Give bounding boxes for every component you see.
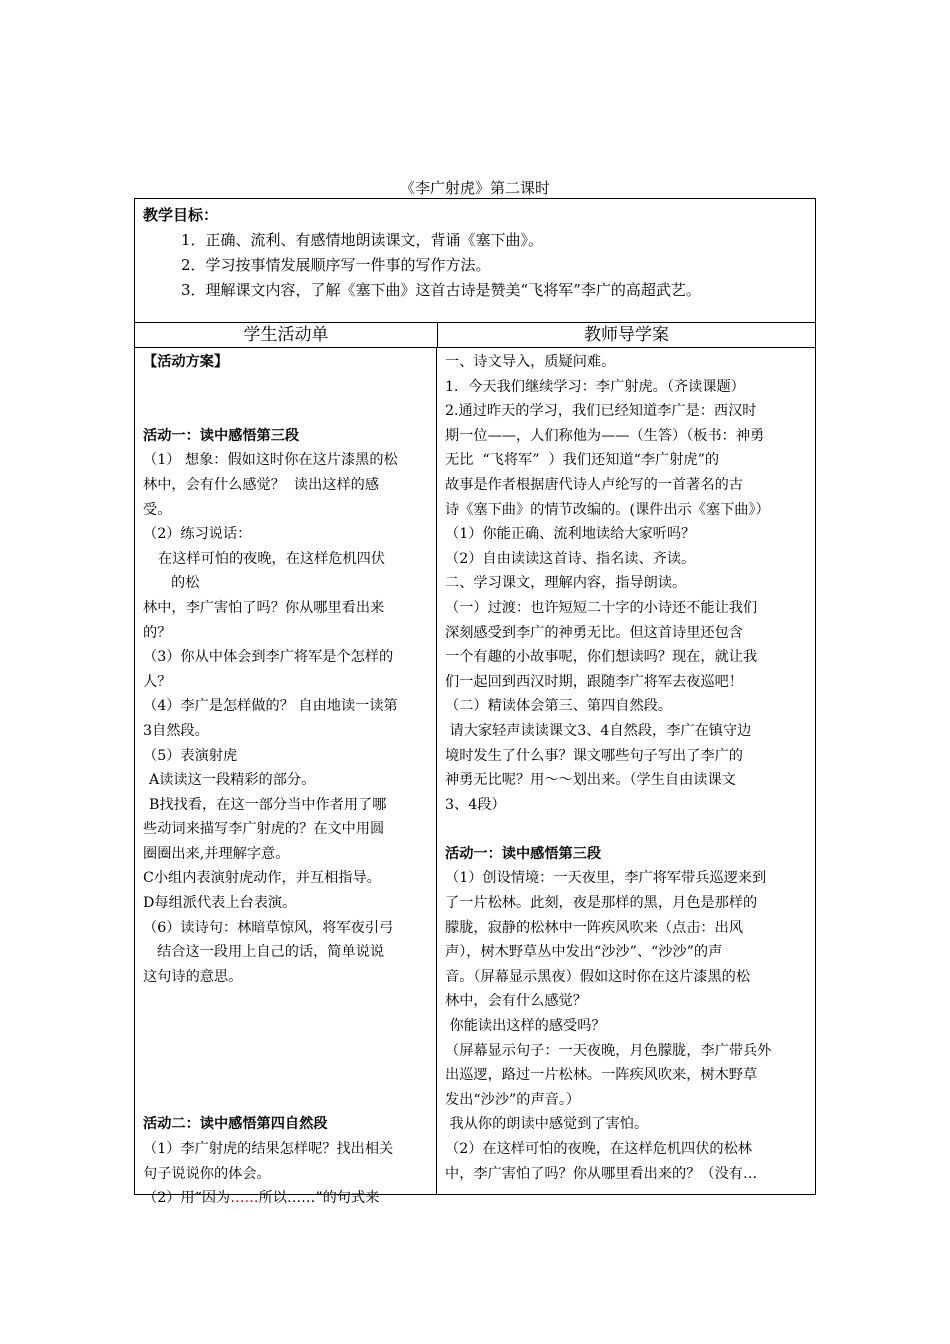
text-line: （一）过渡：也许短短二十字的小诗还不能让我们 [445,599,758,616]
text-line: （2）自由读读这首诗、指名读、齐读。 [445,550,696,567]
text-line: （3）你从中体会到李广将军是个怎样的 [143,649,394,666]
text-line: 3、4段） [445,796,506,813]
text-line: D每组派代表上台表演。 [143,895,297,912]
text-line: （2）练习说话： [143,526,252,543]
blank-line [143,1039,428,1064]
text-line: （二）精读体会第三、第四自然段。 [445,698,673,715]
text-line: 圈圈出来,并理解字意。 [143,845,290,862]
text-line: 句子说说你的体会。 [143,1165,271,1182]
content-columns [135,348,815,1207]
student-activity-header: 学生活动单 [135,323,438,347]
text-line: 的松 [171,575,200,592]
text-line: 你能读出这样的感受吗？ [445,1018,606,1035]
text-line: （6）读诗句：林暗草惊风，将军夜引弓 [143,919,394,936]
blank-line [143,1063,428,1088]
teaching-goals-section [135,199,815,323]
teacher-guide-column [437,348,814,1194]
goal-item: 3．理解课文内容，了解《塞下曲》这首古诗是赞美“飞将军”李广的高超武艺。 [181,281,701,299]
page-title: 《李广射虎》第二课时 [399,179,550,197]
activity-one-heading: 活动一：读中感悟第三段 [143,427,300,444]
text-line: 神勇无比呢？用～～划出来。（学生自由读课文 [445,772,736,789]
text-segment: （2）用“因为 [143,1190,231,1207]
text-line: （1）你能正确、流利地读给大家听吗？ [445,526,696,543]
text-line: B找找看，在这一部分当中作者用了哪 [149,796,387,813]
text-line: 些动词来描写李广射虎的？在文中用圆 [143,821,385,838]
text-line: C小组内表演射虎动作，并互相指导。 [143,870,381,887]
column-headers [135,323,815,348]
section-heading: 二、学习课文，理解内容，指导朗读。 [445,575,687,592]
text-line: （5）表演射虎 [143,747,238,764]
text-line: 诗《塞下曲》的情节改编的。(课件出示《塞下曲》） [445,501,770,518]
text-line: 2.通过昨天的学习，我们已经知道李广是：西汉时 [445,403,757,420]
student-activity-column [135,348,437,1207]
goal-item: 2．学习按事情发展顺序写一件事的写作方法。 [181,256,491,274]
goals-heading: 教学目标： [143,206,219,224]
red-ellipsis: …… [230,1190,259,1207]
text-line: 请大家轻声读读课文3、4自然段，李广在镇守边 [445,722,752,739]
text-line: 3自然段。 [143,722,209,739]
text-line: （4）李广是怎样做的？ 自由地读一读第 [143,698,398,715]
text-line: （1） 想象：假如这时你在这片漆黑的松 [143,452,398,469]
goal-item: 1．正确、流利、有感情地朗读课文，背诵《塞下曲》。 [181,231,544,249]
text-line: 的？ [143,624,172,641]
teacher-guide-header: 教师导学案 [584,325,669,345]
text-line: 故事是作者根据唐代诗人卢纶写的一首著名的古 [445,476,743,493]
activity-one-heading: 活动一：读中感悟第三段 [445,845,602,862]
text-line: 1．今天我们继续学习：李广射虎。（齐读课题） [445,378,745,395]
text-line: （屏幕显示句子：一天夜晚，月色朦胧，李广带兵外 [445,1042,772,1059]
text-line: 发出“沙沙”的声音。） [445,1091,581,1108]
text-segment: 所以……”的句式来 [258,1190,380,1207]
text-line: 朦胧，寂静的松林中一阵疾风吹来（点击：出风 [445,919,743,936]
text-line: （1）创设情境：一天夜里，李广将军带兵巡逻来到 [445,870,767,887]
blank-line [143,399,428,424]
blank-line [143,989,428,1014]
section-heading: 一、诗文导入，质疑问难。 [445,354,616,370]
text-line: 无比 “飞将军” ）我们还知道“李广射虎”的 [445,452,720,469]
blank-line [143,1088,428,1113]
text-line: 林中，会有什么感觉？ 读出这样的感 [143,476,380,493]
text-line: 期一位——，人们称他为——（生答）（板书：神勇 [445,427,765,444]
text-line: 深刻感受到李广的神勇无比。但这首诗里还包含 [445,624,743,641]
text-line: 一个有趣的小故事呢，你们想读吗？现在，就让我 [445,649,758,666]
text-line: 林中，会有什么感觉？ [445,993,587,1010]
text-line [143,1186,428,1211]
text-line: 这句诗的意思。 [143,968,243,985]
text-line: 中，李广害怕了吗？你从哪里看出来的？（没有… [445,1165,758,1182]
text-line: 们一起回到西汉时期，跟随李广将军去夜巡吧！ [445,673,743,690]
text-line: 受。 [143,501,172,518]
text-line: （1）李广射虎的结果怎样呢？找出相关 [143,1141,394,1157]
text-line: 出巡逻，路过一片松林。一阵疾风吹来，树木野草 [445,1067,758,1084]
activity-plan-heading: 【活动方案】 [143,354,229,370]
text-line: 境时发生了什么事？课文哪些句子写出了李广的 [445,747,743,764]
blank-line [445,817,809,842]
text-line: 林中，李广害怕了吗？你从哪里看出来 [143,599,385,616]
text-line: 在这样可怕的夜晚，在这样危机四伏 [149,550,386,567]
text-line: 音。（屏幕显示黑夜）假如这时你在这片漆黑的松 [445,968,751,985]
blank-line [143,375,428,400]
blank-line [143,1014,428,1039]
text-line: 声），树木野草丛中发出“沙沙”、“沙沙”的声 [445,944,723,961]
lesson-plan-table [134,198,816,1207]
activity-two-heading: 活动二：读中感悟第四自然段 [143,1116,328,1133]
text-line: 人？ [143,673,172,690]
text-line: 结合这一段用上自己的话，简单说说 [157,944,385,961]
text-line: （2）在这样可怕的夜晚，在这样危机四伏的松林 [445,1141,752,1157]
text-line: 我从你的朗读中感觉到了害怕。 [445,1116,649,1133]
text-line: A读读这一段精彩的部分。 [149,772,316,789]
text-line: 了一片松林。此刻，夜是那样的黑，月色是那样的 [445,895,758,912]
